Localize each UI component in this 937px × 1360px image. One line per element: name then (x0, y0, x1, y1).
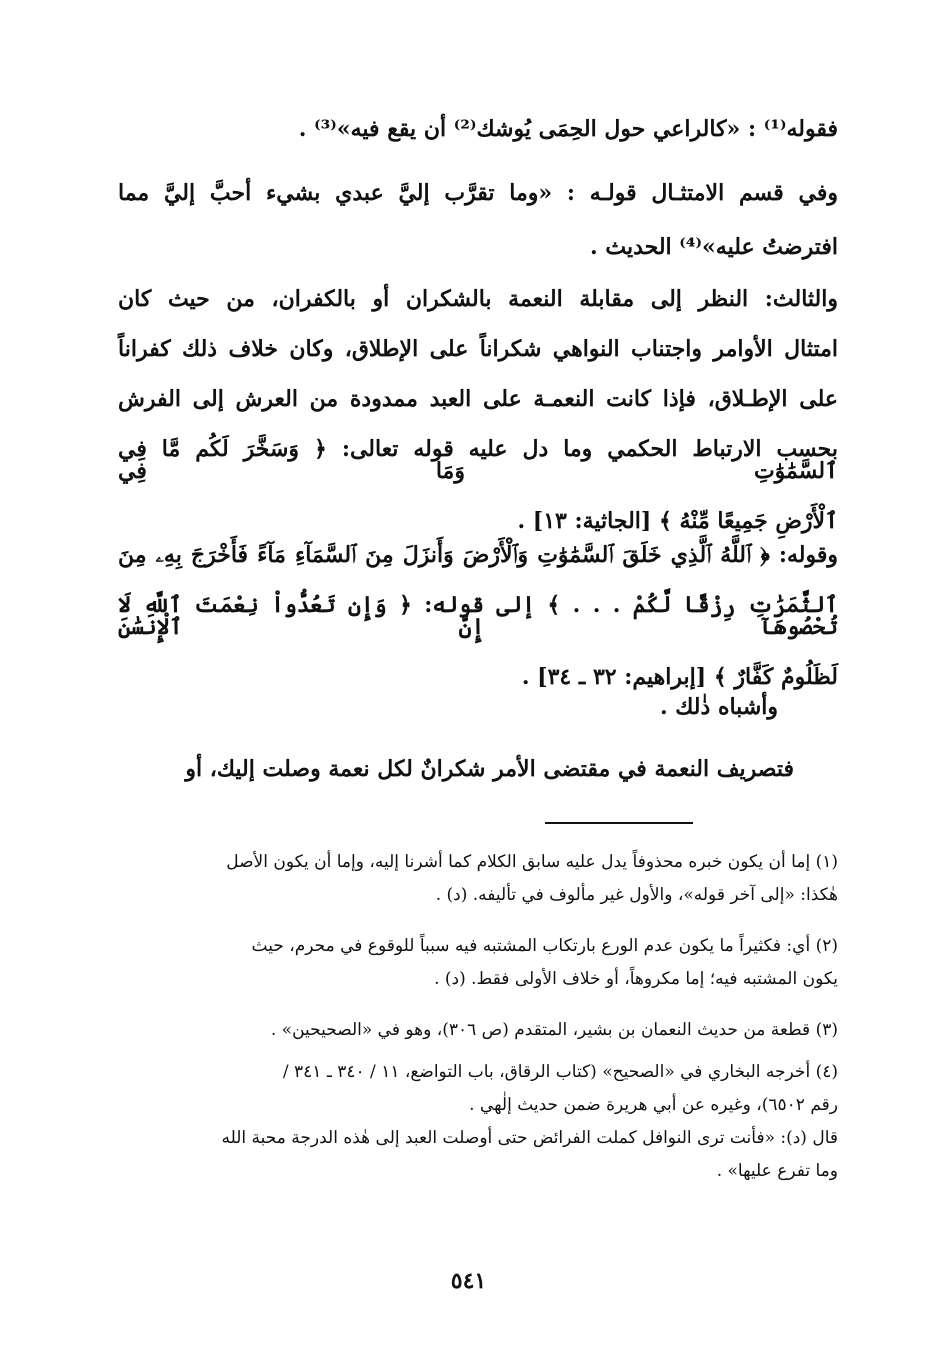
footnote-line: (٢) أي: فكثيراً ما يكون عدم الورع بارتكاب المشتبه فيه سبباً للوقوع في محرم، حيث (251, 936, 838, 956)
quran-line: وقوله: ﴿ ٱللَّهُ ٱلَّذِي خَلَقَ ٱلسَّمَٰوَٰتِ وَٱلْأَرْضَ وَأَنزَلَ مِنَ ٱلسَّمَآءِ مَآءً فَأَخْرَجَ بِهِۦ مِنَ (118, 542, 838, 568)
paragraph-4 (118, 544, 838, 688)
text-line: والثالث: النظر إلى مقابلة النعمة بالشكران أو بالكفران، من حيث كان (118, 286, 838, 312)
text-line: امتثال الأوامر واجتناب النواهي شكراناً على الإطلاق، وكان خلاف ذلك كفراناً (118, 336, 838, 362)
text-line: وفي قسم الامتثـال قولـه : «وما تقرَّب إليَّ عبدي بشيء أحبَّ إليَّ مما (118, 180, 838, 206)
page-number: ٥٤١ (450, 1268, 487, 1294)
footnote-line: يكون المشتبه فيه؛ إما مكروهاً، أو خلاف الأولى فقط. (د) . (434, 969, 838, 989)
footnote-2 (118, 938, 838, 988)
quran-line: ٱلْأَرْضِ جَمِيعًا مِّنْهُ ﴾ [الجاثية: ١٣] . (517, 508, 838, 534)
footnote-1 (118, 854, 838, 904)
quran-line: بحسب الارتباط الحكمي وما دل عليه قوله تعالى: ﴿ وَسَخَّرَ لَكُم مَّا فِي ٱلسَّمَٰوَٰتِ وَمَا فِي (118, 436, 838, 484)
text-line: افترضتُ عليه»⁽⁴⁾ الحديث . (590, 234, 838, 260)
paragraph-1 (118, 118, 838, 140)
footnote-line: (٤) أخرجه البخاري في «الصحيح» (كتاب الرقاق، باب التواضع، ١١ / ٣٤٠ ـ ٣٤١ / (282, 1062, 838, 1082)
text-line: فقوله⁽¹⁾ : «كالراعي حول الحِمَى يُوشك⁽²⁾ أن يقع فيه»⁽³⁾ . (298, 116, 838, 142)
footnote-3 (118, 1022, 838, 1039)
footnote-line: (١) إما أن يكون خبره محذوفاً يدل عليه سابق الكلام كما أشرنا إليه، وإما أن يكون الأصل (226, 852, 838, 872)
text-line: على الإطـلاق، فإذا كانت النعمـة على العبد ممدودة من العرش إلى الفرش (118, 386, 838, 412)
footnote-separator (545, 822, 693, 824)
paragraph-5 (118, 696, 838, 718)
text-line: فتصريف النعمة في مقتضى الأمر شكرانٌ لكل نعمة وصلت إليك، أو (185, 756, 794, 782)
footnote-line: وما تفرع عليها» . (716, 1161, 838, 1181)
quran-line: ٱلثَّمَرَٰتِ رِزْقًا لَّكُمْ . . . ﴾ إلى قوله: ﴿ وَإِن تَعُدُّواْ نِعْمَتَ ٱللَّهِ لَا تُحْصُوهَآ إِنَّ ٱلْإِنسَٰنَ (118, 592, 838, 640)
paragraph-6 (118, 758, 838, 780)
footnote-line: هٰكذا: «إلى آخر قوله»، والأول غير مألوف في تأليفه. (د) . (435, 885, 838, 905)
quran-line: لَظَلُومٌ كَفَّارٌ ﴾ [إبراهيم: ٣٢ ـ ٣٤] . (521, 664, 838, 690)
paragraph-2 (118, 182, 838, 258)
footnote-4 (118, 1064, 838, 1180)
footnote-line: رقم ٦٥٠٢)، وغيره عن أبي هريرة ضمن حديث إلٰهي . (469, 1095, 838, 1115)
paragraph-3 (118, 288, 838, 532)
footnote-line: قال (د): «فأنت ترى النوافل كملت الفرائض حتى أوصلت العبد إلى هٰذه الدرجة محبة الله (221, 1128, 838, 1148)
footnote-line: (٣) قطعة من حديث النعمان بن بشير، المتقدم (ص ٣٠٦)، وهو في «الصحيحين» . (270, 1020, 838, 1040)
text-line: وأشباه ذٰلك . (659, 694, 778, 720)
